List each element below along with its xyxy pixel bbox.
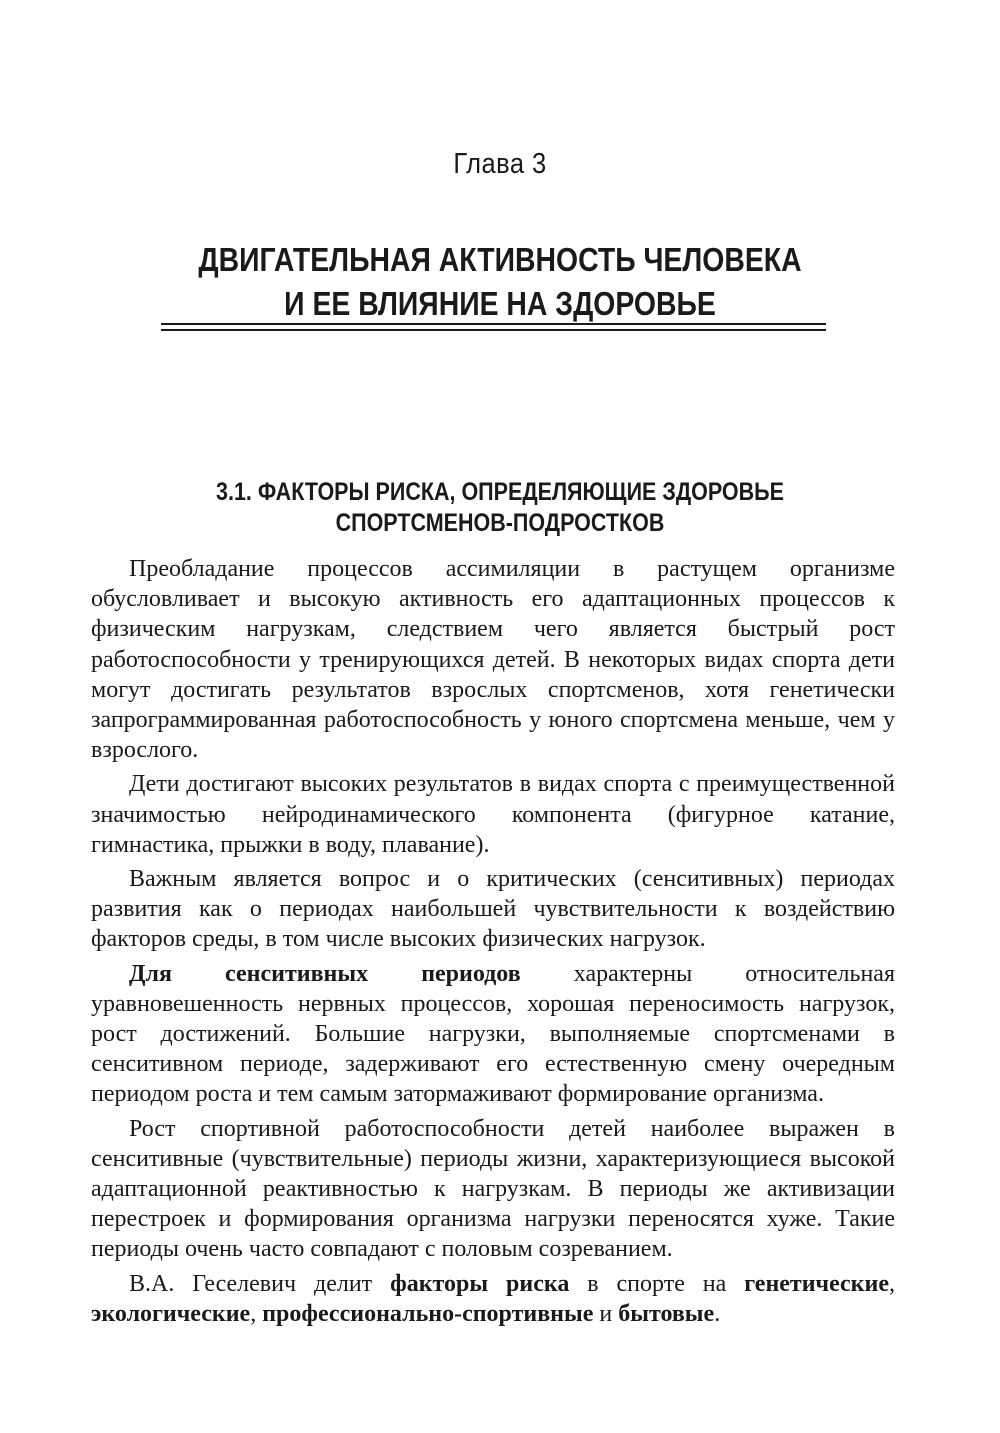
paragraph-5: Рост спортивной работоспособности детей наиболее выражен в сенситивные (чувствительные) периоды жизни, характеризующиеся высокой адаптационной реактивностью к нагрузкам. В периоды же активизации перестроек и формирования организма нагрузки переносятся хуже. Такие периоды очень часто совпадают с половым созреванием. — [91, 1115, 895, 1263]
title-rule-bottom — [161, 329, 826, 331]
paragraph-4-bold-term: Для сенситивных периодов — [129, 960, 521, 987]
paragraph-6-text: . — [714, 1300, 721, 1327]
paragraph-6-text: в спорте на — [569, 1270, 745, 1297]
term-ecological: экологические — [91, 1300, 251, 1327]
paragraph-2: Дети достигают высоких результатов в видах спорта с преимущественной значимостью нейродинамического компонента (фигурное катание, гимнастика, прыжки в воду, плавание). — [91, 771, 895, 858]
paragraph-6-text: , — [250, 1300, 263, 1327]
term-risk-factors: факторы риска — [390, 1270, 570, 1297]
term-genetic: генетические — [744, 1270, 889, 1297]
chapter-title-line-1: ДВИГАТЕЛЬНАЯ АКТИВНОСТЬ ЧЕЛОВЕКА — [198, 241, 802, 278]
title-rule-top — [161, 323, 826, 325]
paragraph-1: Преобладание процессов ассимиляции в растущем организме обусловливает и высокую активность его адаптационных процессов к физическим нагрузкам, следствием чего является быстрый рост работоспособности у тренирующихся детей. В некоторых видах спорта дети могут достигать результатов взрослых спортсменов, хотя генетически запрограммированная работоспособность у юного спортсмена меньше, чем у взрослого. — [91, 556, 895, 764]
chapter-label: Глава 3 — [453, 148, 547, 180]
chapter-title-line-2: И ЕЕ ВЛИЯНИЕ НА ЗДОРОВЬЕ — [284, 285, 716, 322]
paragraph-4-text: характерны относительная уравновешенность нервных процессов, хорошая переносимость нагрузок, рост достижений. Большие нагрузки, выполняемые спортсменами в сенситивном периоде, задерживают его естественную смену очередным периодом роста и тем самым затормаживают формирование организма. — [91, 960, 895, 1108]
section-title-line-2: СПОРТСМЕНОВ-ПОДРОСТКОВ — [335, 509, 665, 537]
paragraph-6-text: и — [593, 1300, 619, 1327]
paragraph-6-text: , — [889, 1270, 895, 1297]
paragraph-3: Важным является вопрос и о критических (сенситивных) периодах развития как о периодах наибольшей чувствительности к воздействию факторов среды, в том числе высоких физических нагрузок. — [91, 866, 895, 953]
section-title — [70, 477, 930, 539]
paragraph-6 — [91, 1269, 895, 1329]
term-household: бытовые — [618, 1300, 715, 1327]
chapter-title — [70, 238, 930, 326]
section-title-line-1: 3.1. ФАКТОРЫ РИСКА, ОПРЕДЕЛЯЮЩИЕ ЗДОРОВЬЕ — [216, 478, 784, 506]
paragraph-4 — [91, 959, 895, 1110]
paragraph-6-text: В.А. Геселевич делит — [129, 1270, 391, 1297]
body-text — [91, 554, 895, 1333]
term-professional-sport: профессионально-спортивные — [262, 1300, 594, 1327]
